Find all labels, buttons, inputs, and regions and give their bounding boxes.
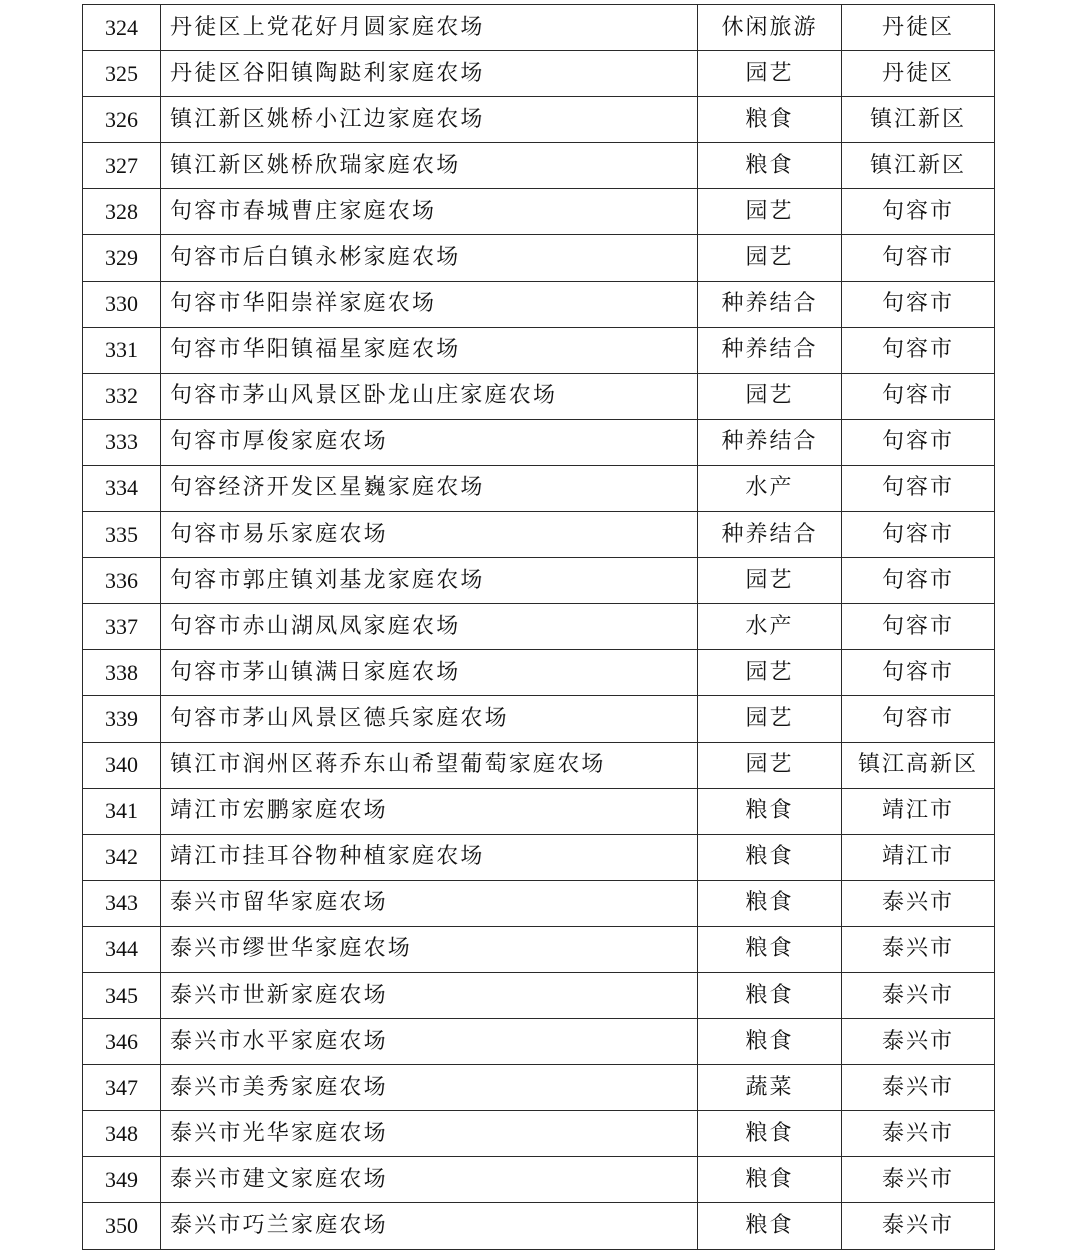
table-row	[83, 788, 995, 834]
farm-type: 园艺	[698, 189, 842, 235]
table-row	[83, 51, 995, 97]
table-body	[83, 5, 995, 1250]
family-farm-table	[82, 4, 995, 1250]
farm-type: 粮食	[698, 1111, 842, 1157]
farm-region: 句容市	[842, 696, 995, 742]
farm-region: 句容市	[842, 558, 995, 604]
farm-region: 句容市	[842, 235, 995, 281]
farm-name: 泰兴市世新家庭农场	[161, 972, 698, 1018]
row-number: 342	[83, 834, 161, 880]
row-number: 339	[83, 696, 161, 742]
row-number: 341	[83, 788, 161, 834]
farm-type: 园艺	[698, 696, 842, 742]
farm-type: 粮食	[698, 834, 842, 880]
farm-type: 粮食	[698, 143, 842, 189]
table-row	[83, 1157, 995, 1203]
farm-region: 镇江高新区	[842, 742, 995, 788]
table-row	[83, 419, 995, 465]
row-number: 333	[83, 419, 161, 465]
row-number: 347	[83, 1065, 161, 1111]
farm-type: 园艺	[698, 558, 842, 604]
farm-name: 泰兴市留华家庭农场	[161, 880, 698, 926]
farm-type: 园艺	[698, 650, 842, 696]
table-row	[83, 281, 995, 327]
farm-type: 园艺	[698, 51, 842, 97]
farm-type: 粮食	[698, 97, 842, 143]
row-number: 345	[83, 972, 161, 1018]
row-number: 346	[83, 1019, 161, 1065]
farm-region: 句容市	[842, 189, 995, 235]
farm-region: 泰兴市	[842, 972, 995, 1018]
row-number: 344	[83, 926, 161, 972]
table-row	[83, 650, 995, 696]
table-row	[83, 512, 995, 558]
farm-type: 种养结合	[698, 512, 842, 558]
table-row	[83, 926, 995, 972]
row-number: 349	[83, 1157, 161, 1203]
farm-region: 句容市	[842, 419, 995, 465]
row-number: 348	[83, 1111, 161, 1157]
farm-name: 句容市厚俊家庭农场	[161, 419, 698, 465]
table-row	[83, 465, 995, 511]
table-row	[83, 235, 995, 281]
farm-type: 粮食	[698, 788, 842, 834]
farm-region: 丹徒区	[842, 51, 995, 97]
farm-region: 句容市	[842, 373, 995, 419]
farm-region: 泰兴市	[842, 1157, 995, 1203]
farm-name: 句容经济开发区星巍家庭农场	[161, 465, 698, 511]
row-number: 330	[83, 281, 161, 327]
farm-region: 泰兴市	[842, 1019, 995, 1065]
farm-name: 句容市郭庄镇刘基龙家庭农场	[161, 558, 698, 604]
table-row	[83, 742, 995, 788]
table-row	[83, 143, 995, 189]
farm-name: 句容市易乐家庭农场	[161, 512, 698, 558]
farm-region: 句容市	[842, 465, 995, 511]
farm-type: 粮食	[698, 926, 842, 972]
farm-region: 靖江市	[842, 788, 995, 834]
farm-name: 靖江市挂耳谷物种植家庭农场	[161, 834, 698, 880]
farm-type: 粮食	[698, 1019, 842, 1065]
farm-region: 句容市	[842, 512, 995, 558]
farm-region: 句容市	[842, 281, 995, 327]
table-row	[83, 880, 995, 926]
row-number: 331	[83, 327, 161, 373]
farm-region: 镇江新区	[842, 97, 995, 143]
farm-name: 靖江市宏鹏家庭农场	[161, 788, 698, 834]
table-row	[83, 1111, 995, 1157]
row-number: 350	[83, 1203, 161, 1249]
table-row	[83, 189, 995, 235]
farm-type: 休闲旅游	[698, 5, 842, 51]
table-row	[83, 834, 995, 880]
farm-type: 粮食	[698, 1203, 842, 1249]
farm-region: 泰兴市	[842, 1065, 995, 1111]
farm-type: 种养结合	[698, 281, 842, 327]
row-number: 340	[83, 742, 161, 788]
farm-type: 园艺	[698, 373, 842, 419]
farm-name: 句容市后白镇永彬家庭农场	[161, 235, 698, 281]
farm-region: 泰兴市	[842, 1203, 995, 1249]
row-number: 332	[83, 373, 161, 419]
row-number: 327	[83, 143, 161, 189]
farm-name: 句容市茅山镇满日家庭农场	[161, 650, 698, 696]
farm-region: 句容市	[842, 327, 995, 373]
table-row	[83, 558, 995, 604]
row-number: 338	[83, 650, 161, 696]
farm-region: 丹徒区	[842, 5, 995, 51]
farm-type: 水产	[698, 465, 842, 511]
farm-name: 丹徒区上党花好月圆家庭农场	[161, 5, 698, 51]
table-row	[83, 1019, 995, 1065]
farm-type: 种养结合	[698, 419, 842, 465]
row-number: 335	[83, 512, 161, 558]
farm-type: 水产	[698, 604, 842, 650]
farm-region: 句容市	[842, 604, 995, 650]
document-page	[82, 4, 994, 1250]
farm-type: 园艺	[698, 235, 842, 281]
table-row	[83, 373, 995, 419]
farm-region: 泰兴市	[842, 1111, 995, 1157]
farm-type: 粮食	[698, 1157, 842, 1203]
table-row	[83, 1065, 995, 1111]
farm-name: 句容市赤山湖凤凤家庭农场	[161, 604, 698, 650]
row-number: 343	[83, 880, 161, 926]
table-row	[83, 327, 995, 373]
farm-type: 蔬菜	[698, 1065, 842, 1111]
farm-region: 句容市	[842, 650, 995, 696]
row-number: 326	[83, 97, 161, 143]
row-number: 325	[83, 51, 161, 97]
table-row	[83, 97, 995, 143]
row-number: 336	[83, 558, 161, 604]
farm-name: 丹徒区谷阳镇陶跶利家庭农场	[161, 51, 698, 97]
farm-name: 泰兴市建文家庭农场	[161, 1157, 698, 1203]
row-number: 329	[83, 235, 161, 281]
farm-name: 句容市茅山风景区卧龙山庄家庭农场	[161, 373, 698, 419]
farm-type: 粮食	[698, 972, 842, 1018]
farm-region: 镇江新区	[842, 143, 995, 189]
farm-name: 句容市茅山风景区德兵家庭农场	[161, 696, 698, 742]
farm-name: 泰兴市缪世华家庭农场	[161, 926, 698, 972]
farm-name: 镇江新区姚桥欣瑞家庭农场	[161, 143, 698, 189]
farm-name: 泰兴市水平家庭农场	[161, 1019, 698, 1065]
farm-name: 句容市华阳崇祥家庭农场	[161, 281, 698, 327]
farm-type: 园艺	[698, 742, 842, 788]
farm-type: 粮食	[698, 880, 842, 926]
farm-name: 镇江新区姚桥小江边家庭农场	[161, 97, 698, 143]
farm-region: 靖江市	[842, 834, 995, 880]
farm-name: 泰兴市巧兰家庭农场	[161, 1203, 698, 1249]
row-number: 324	[83, 5, 161, 51]
farm-name: 泰兴市光华家庭农场	[161, 1111, 698, 1157]
farm-region: 泰兴市	[842, 926, 995, 972]
row-number: 328	[83, 189, 161, 235]
farm-region: 泰兴市	[842, 880, 995, 926]
table-row	[83, 696, 995, 742]
table-row	[83, 1203, 995, 1249]
table-row	[83, 604, 995, 650]
row-number: 334	[83, 465, 161, 511]
farm-type: 种养结合	[698, 327, 842, 373]
table-row	[83, 972, 995, 1018]
farm-name: 句容市华阳镇福星家庭农场	[161, 327, 698, 373]
farm-name: 泰兴市美秀家庭农场	[161, 1065, 698, 1111]
farm-name: 镇江市润州区蒋乔东山希望葡萄家庭农场	[161, 742, 698, 788]
table-row	[83, 5, 995, 51]
farm-name: 句容市春城曹庄家庭农场	[161, 189, 698, 235]
row-number: 337	[83, 604, 161, 650]
